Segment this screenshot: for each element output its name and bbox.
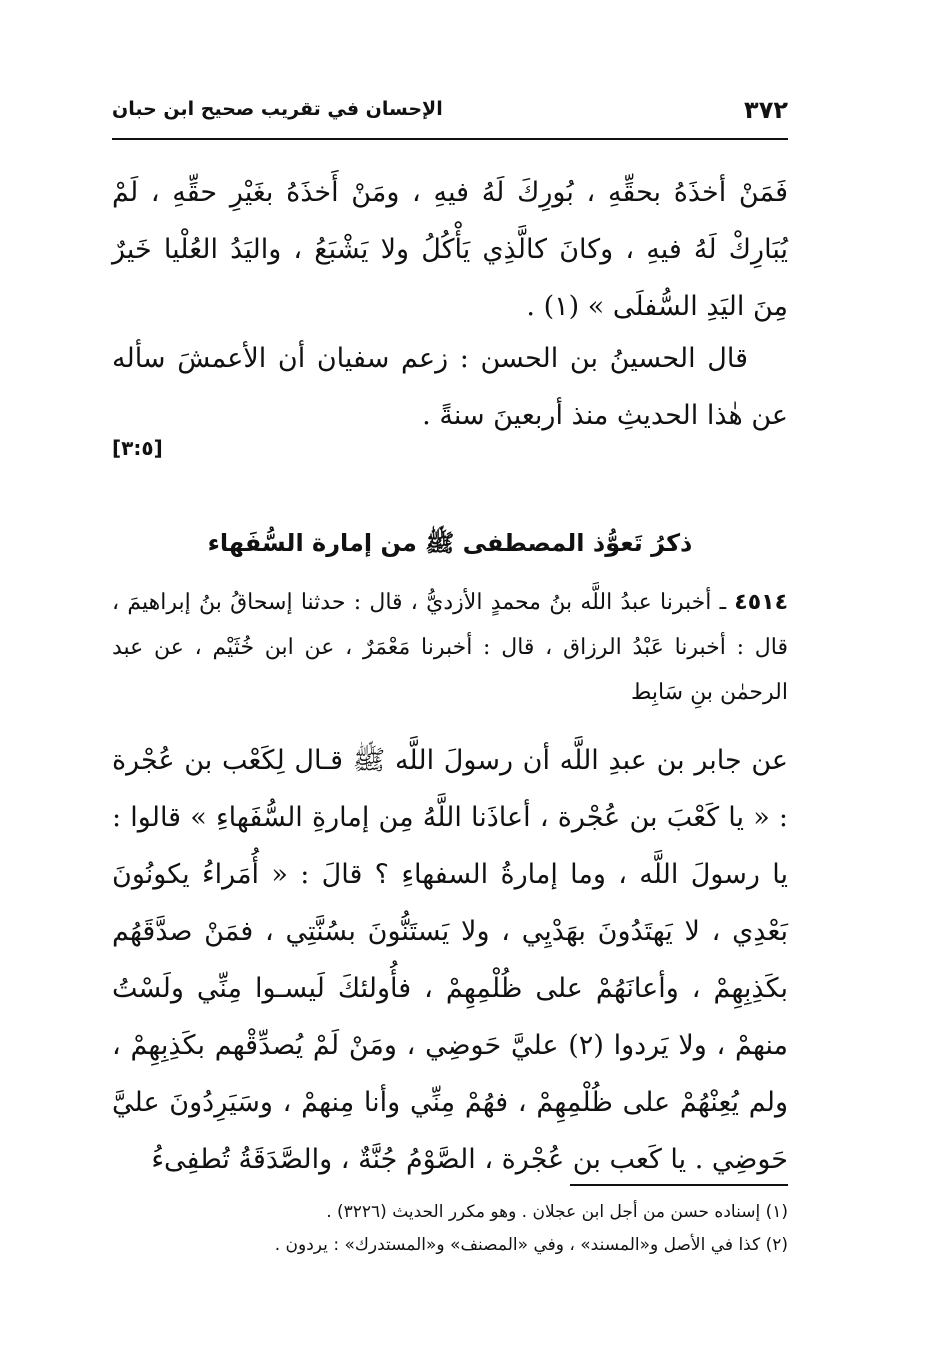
hadith-number: ٤٥١٤ bbox=[734, 590, 788, 615]
reference-marker: [٣:٥] bbox=[112, 436, 163, 460]
hadith-continuation-paragraph: فَمَنْ أخذَهُ بحقِّهِ ، بُورِكَ لَهُ فيهِ ، ومَنْ أَخذَهُ بغَيْرِ حقِّهِ ، لَمْ يُبَارِكْ لَهُ فيهِ ، وكانَ كالَّذِي يَأْكُلُ ولا يَشْبَعُ ، واليَدُ العُلْيا خَيرٌ مِنَ اليَدِ السُّفلَى » (١) . bbox=[112, 177, 788, 322]
chapter-heading: ذكرُ تَعوُّذ المصطفى ﷺ من إمارة السُّفَهاء bbox=[207, 529, 693, 557]
footnote-2: (٢) كذا في الأصل و«المسند» ، وفي «المصنف» و«المستدرك» : يردون . bbox=[274, 1235, 788, 1255]
page-header bbox=[112, 94, 788, 134]
header-rule bbox=[112, 138, 788, 140]
matn-paragraph: عن جابر بن عبدِ اللَّه أن رسولَ اللَّه ﷺ قـال لِكَعْب بن عُجْرة : « يا كَعْبَ بن عُجْرة ، أعاذَنا اللَّهُ مِن إمارةِ السُّفَهاءِ » قالوا : يا رسولَ اللَّه ، وما إمارةُ السفهاءِ ؟ قالَ : « أُمَراءُ يكونُونَ بَعْدِي ، لا يَهتَدُونَ بهَدْيِي ، ولا يَستَنُّونَ بسُنَّتِي ، فمَنْ صدَّقَهُم بكَذِبِهِمْ ، وأعانَهُمْ على ظُلْمِهِمْ ، فأُولئكَ لَيسـوا مِنِّي ولَسْتُ منهمْ ، ولا يَردوا (٢) عليَّ حَوضِي ، ومَنْ لَمْ يُصدِّقْهم بكَذِبِهِمْ ، ولم يُعِنْهُمْ على ظُلْمِهِمْ ، فهُمْ مِنِّي وأنا مِنهمْ ، وسَيَرِدُونَ عليَّ حَوضِي . يا كَعب بن عُجْرة ، الصَّوْمُ جُنَّةٌ ، والصَّدَقَةُ تُطفِىءُ bbox=[112, 745, 788, 1175]
running-title: الإحسان في تقريب صحيح ابن حبان bbox=[112, 98, 443, 120]
footnote-1: (١) إسناده حسن من أجل ابن عجلان . وهو مكرر الحديث (٣٢٢٦) . bbox=[326, 1202, 788, 1222]
narrator-comment-text: قال الحسينُ بن الحسن : زعم سفيان أن الأعمشَ سأله عن هٰذا الحديثِ منذ أربعينَ سنةً . bbox=[112, 343, 788, 431]
isnad-paragraph bbox=[112, 580, 788, 715]
narrator-comment-paragraph bbox=[112, 330, 788, 444]
page-number: ٣٧٢ bbox=[744, 96, 788, 124]
footnotes bbox=[112, 1196, 788, 1262]
isnad-text: ـ أخبرنا عبدُ اللَّه بنُ محمدٍ الأزديُّ ، قال : حدثنا إسحاقُ بنُ إبراهيمَ ، قال : أخبرنا عَبْدُ الرزاق ، قال : أخبرنا مَعْمَرٌ ، عن ابن خُثَيْم ، عن عبد الرحمٰن بنِ سَابِط bbox=[112, 590, 788, 705]
footnote-rule bbox=[570, 1184, 788, 1186]
